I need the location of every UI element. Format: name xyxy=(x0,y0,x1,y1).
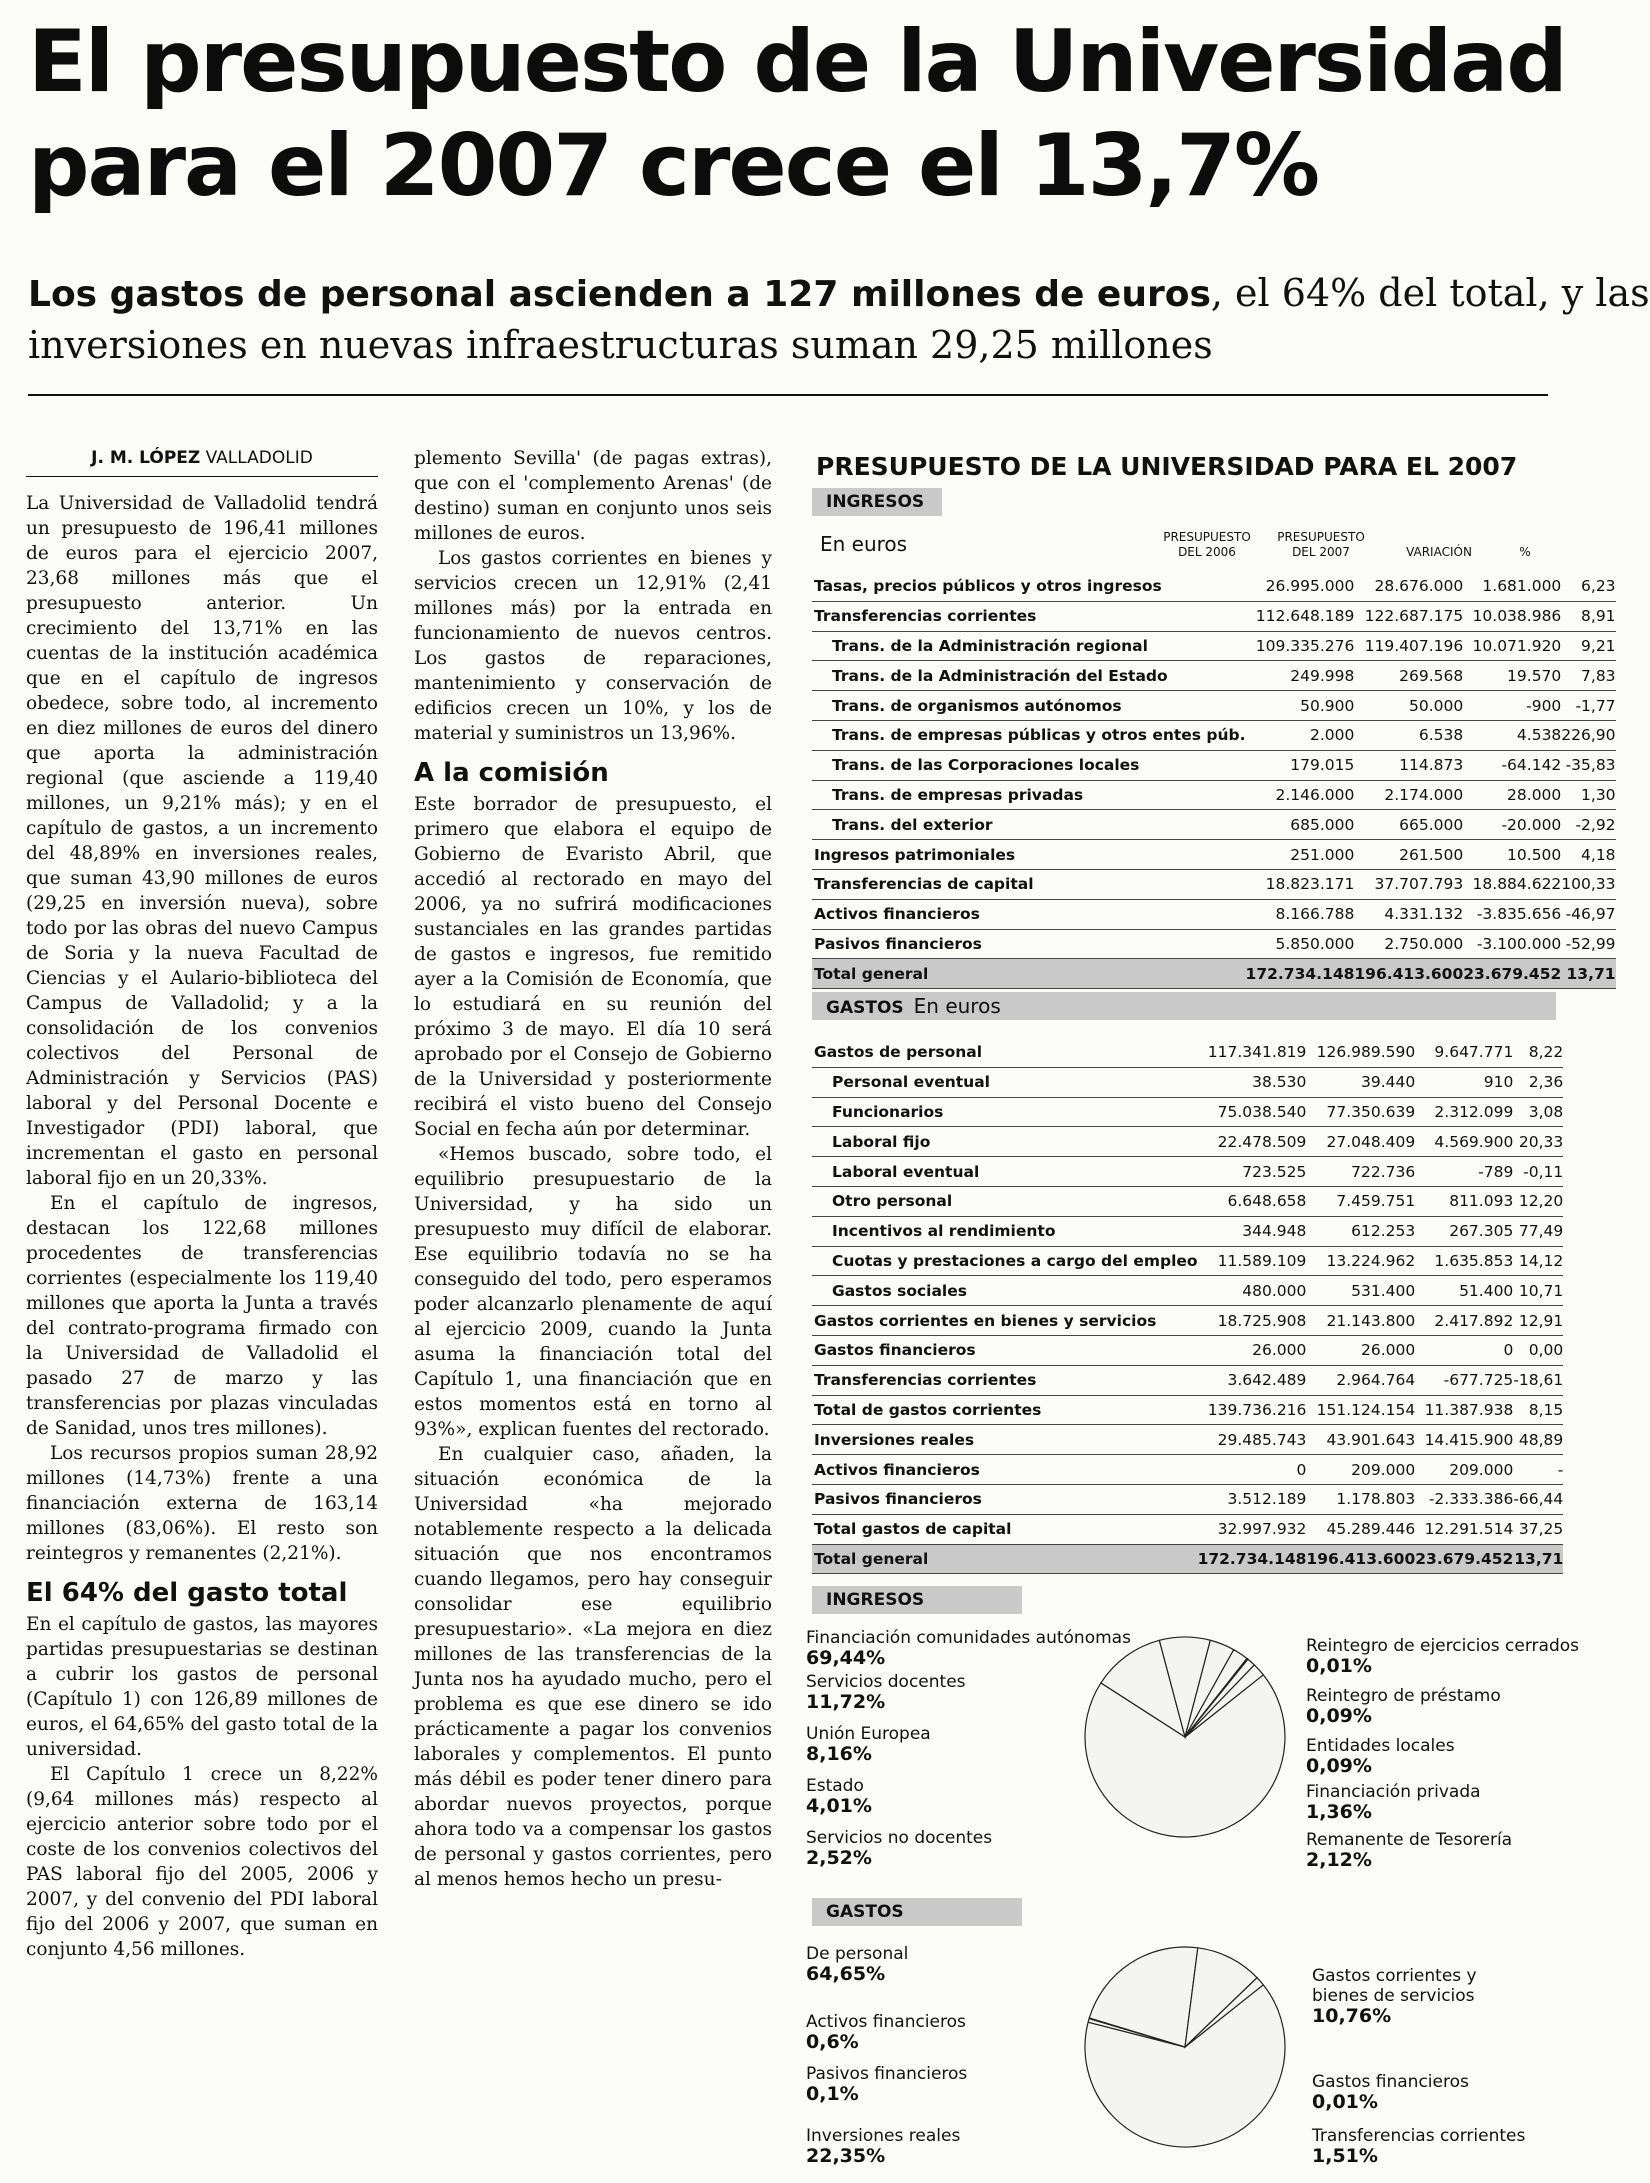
paragraph: En cualquier caso, añaden, la situación económica de la Universidad «ha mejorado notablemente respecto a la delicada situación que nos encontramos cuando llegamos, pero hay conseguir consolidar ese equilibrio presupuestario». «La mejora en diez millones de las transferencias de la Junta nos ha ayudado mucho, pero el problema es que ese dinero se ido prácticamente a pagar los convenios laborales y complementos. El punto más débil es poder tener dinero para abordar nuevos proyectos, porque ahora todo va a compensar los gastos de personal y gastos corrientes, pero al menos hemos hecho un presu- xyxy=(414,1444,772,1890)
en-euros-label: En euros xyxy=(820,532,908,556)
value-2007: 27.048.409 xyxy=(1306,1127,1415,1157)
table-row xyxy=(812,1484,1563,1514)
byline-author: J. M. LÓPEZ xyxy=(91,448,201,468)
subtitle-bold: Los gastos de personal ascienden a 127 millones de euros xyxy=(28,274,1211,315)
value-2006: 26.000 xyxy=(1198,1335,1307,1365)
article-column-1 xyxy=(26,446,378,1962)
row-label: Activos financieros xyxy=(812,1455,1198,1485)
table-row xyxy=(812,1127,1563,1157)
paragraph: Los gastos corrientes en bienes y servicios crecen un 12,91% (2,41 millones más) por la entrada en funcionamiento de nuevos centros. Los gastos de reparaciones, mantenimiento y conservación de edificios crecen un 10%, y los de material y suministros un 13,96%. xyxy=(414,548,772,744)
value-2007: 531.400 xyxy=(1306,1276,1415,1306)
percent: -1,77 xyxy=(1561,691,1615,721)
ingresos-table xyxy=(812,572,1616,989)
value-2007: 119.407.196 xyxy=(1354,631,1463,661)
subtitle-rest: , el 64% del total, y las xyxy=(1210,271,1650,315)
percent: 3,08 xyxy=(1513,1097,1563,1127)
variation: -3.100.000 xyxy=(1463,929,1561,959)
section-heading: El 64% del gasto total xyxy=(26,1578,348,1608)
variation: 910 xyxy=(1415,1067,1513,1097)
table-row xyxy=(812,1157,1563,1187)
value-2006: 3.512.189 xyxy=(1198,1484,1307,1514)
pie-label: Activos financieros 0,6% xyxy=(806,2012,966,2053)
value-2006: 723.525 xyxy=(1198,1157,1307,1187)
value-2006: 8.166.788 xyxy=(1246,899,1355,929)
value-2007: 43.901.643 xyxy=(1306,1425,1415,1455)
row-label: Funcionarios xyxy=(812,1097,1198,1127)
percent: -0,11 xyxy=(1513,1157,1563,1187)
percent: 8,91 xyxy=(1561,601,1615,631)
table-row xyxy=(812,631,1616,661)
percent: 6,23 xyxy=(1561,572,1615,601)
variation: 209.000 xyxy=(1415,1455,1513,1485)
pie-label: Inversiones reales 22,35% xyxy=(806,2126,961,2167)
percent: 8,22 xyxy=(1513,1038,1563,1067)
variation: 10.038.986 xyxy=(1463,601,1561,631)
table-row xyxy=(812,869,1616,899)
table-row xyxy=(812,1395,1563,1425)
row-label: Gastos financieros xyxy=(812,1335,1198,1365)
value-2006: 179.015 xyxy=(1246,750,1355,780)
row-label: Trans. de organismos autónomos xyxy=(812,691,1246,721)
variation: -64.142 xyxy=(1463,750,1561,780)
table-row xyxy=(812,1365,1563,1395)
variation: 9.647.771 xyxy=(1415,1038,1513,1067)
value-2006: 75.038.540 xyxy=(1198,1097,1307,1127)
variation: 12.291.514 xyxy=(1415,1514,1513,1544)
value-2007: 77.350.639 xyxy=(1306,1097,1415,1127)
variation: 811.093 xyxy=(1415,1186,1513,1216)
value-2006: 5.850.000 xyxy=(1246,929,1355,959)
value-2007: 665.000 xyxy=(1354,810,1463,840)
value-2006: 11.589.109 xyxy=(1198,1246,1307,1276)
variation: 11.387.938 xyxy=(1415,1395,1513,1425)
row-label: Transferencias corrientes xyxy=(812,601,1246,631)
pie-label: Gastos financieros 0,01% xyxy=(1312,2072,1469,2113)
percent: 14,12 xyxy=(1513,1246,1563,1276)
value-2006: 139.736.216 xyxy=(1198,1395,1307,1425)
pie-label: Estado 4,01% xyxy=(806,1776,872,1817)
table-row xyxy=(812,601,1616,631)
total-row xyxy=(812,959,1616,989)
table-row xyxy=(812,720,1616,750)
header-variacion: VARIACIÓN xyxy=(1406,545,1472,559)
percent: 8,15 xyxy=(1513,1395,1563,1425)
value-2006: 3.642.489 xyxy=(1198,1365,1307,1395)
value-2007: 126.989.590 xyxy=(1306,1038,1415,1067)
percent: 7,83 xyxy=(1561,661,1615,691)
value-2006: 480.000 xyxy=(1198,1276,1307,1306)
article-column-2 xyxy=(414,446,772,1892)
row-label: Inversiones reales xyxy=(812,1425,1198,1455)
percent: 13,71 xyxy=(1561,959,1615,989)
value-2007: 7.459.751 xyxy=(1306,1186,1415,1216)
table-row xyxy=(812,810,1616,840)
pie-label: Pasivos financieros 0,1% xyxy=(806,2064,968,2105)
table-row xyxy=(812,1186,1563,1216)
percent: 0,00 xyxy=(1513,1335,1563,1365)
row-label: Incentivos al rendimiento xyxy=(812,1216,1198,1246)
variation: -20.000 xyxy=(1463,810,1561,840)
pie-label: Entidades locales 0,09% xyxy=(1306,1736,1455,1777)
ingresos-band: INGRESOS xyxy=(812,488,942,516)
value-2006: 6.648.658 xyxy=(1198,1186,1307,1216)
row-label: Gastos corrientes en bienes y servicios xyxy=(812,1306,1198,1336)
percent: -35,83 xyxy=(1561,750,1615,780)
variation: 51.400 xyxy=(1415,1276,1513,1306)
percent: -66,44 xyxy=(1513,1484,1563,1514)
value-2007: 151.124.154 xyxy=(1306,1395,1415,1425)
variation: 18.884.622 xyxy=(1463,869,1561,899)
table-row xyxy=(812,1306,1563,1336)
percent: 100,33 xyxy=(1561,869,1615,899)
table-row xyxy=(812,1067,1563,1097)
row-label: Transferencias de capital xyxy=(812,869,1246,899)
value-2006: 18.823.171 xyxy=(1246,869,1355,899)
headline xyxy=(28,10,1566,218)
pie-label: Servicios docentes 11,72% xyxy=(806,1672,966,1713)
paragraph: «Hemos buscado, sobre todo, el equilibrio presupuestario de la Universidad, y ha sido un presupuesto muy difícil de elaborar. Ese equilibrio todavía no se ha conseguido del todo, pero esperamos poder alcanzarlo plenamente de aquí al ejercicio 2009, cuando la Junta asuma la financiación total del Capítulo 1, una financiación que en estos momentos está en torno al 93%», explican fuentes del rectorado. xyxy=(414,1144,772,1440)
variation: -2.333.386 xyxy=(1415,1484,1513,1514)
value-2007: 45.289.446 xyxy=(1306,1514,1415,1544)
row-label: Laboral eventual xyxy=(812,1157,1198,1187)
variation: -900 xyxy=(1463,691,1561,721)
value-2007: 2.750.000 xyxy=(1354,929,1463,959)
header-presupuesto-2007: PRESUPUESTO DEL 2007 xyxy=(1277,530,1365,559)
value-2006: 109.335.276 xyxy=(1246,631,1355,661)
percent: - xyxy=(1513,1455,1563,1485)
variation: 23.679.452 xyxy=(1463,959,1561,989)
value-2006: 2.146.000 xyxy=(1246,780,1355,810)
variation: 10.071.920 xyxy=(1463,631,1561,661)
percent: 226,90 xyxy=(1561,720,1615,750)
percent: 9,21 xyxy=(1561,631,1615,661)
value-2007: 122.687.175 xyxy=(1354,601,1463,631)
value-2007: 28.676.000 xyxy=(1354,572,1463,601)
percent: 13,71 xyxy=(1513,1544,1563,1574)
pie-label: Transferencias corrientes 1,51% xyxy=(1312,2126,1526,2167)
value-2007: 37.707.793 xyxy=(1354,869,1463,899)
headline-line-1: El presupuesto de la Universidad xyxy=(28,12,1566,112)
value-2007: 209.000 xyxy=(1306,1455,1415,1485)
value-2007: 722.736 xyxy=(1306,1157,1415,1187)
row-label: Total de gastos corrientes xyxy=(812,1395,1198,1425)
table-row xyxy=(812,899,1616,929)
paragraph: Los recursos propios suman 28,92 millones (14,73%) frente a una financiación externa de 163,14 millones (83,06%). El resto son reintegros y remanentes (2,21%). xyxy=(26,1443,378,1564)
variation: 28.000 xyxy=(1463,780,1561,810)
header-presupuesto-2006: PRESUPUESTO DEL 2006 xyxy=(1163,530,1251,559)
percent: 2,36 xyxy=(1513,1067,1563,1097)
value-2007: 196.413.600 xyxy=(1306,1544,1415,1574)
header-percent: % xyxy=(1519,545,1531,559)
value-2006: 38.530 xyxy=(1198,1067,1307,1097)
pie-label: Financiación privada 1,36% xyxy=(1306,1782,1481,1823)
table-row xyxy=(812,691,1616,721)
variation: 2.312.099 xyxy=(1415,1097,1513,1127)
ingresos-chart-band: INGRESOS xyxy=(812,1586,1022,1614)
value-2007: 2.964.764 xyxy=(1306,1365,1415,1395)
value-2006: 50.900 xyxy=(1246,691,1355,721)
pie-label: Remanente de Tesorería 2,12% xyxy=(1306,1830,1513,1871)
row-label: Gastos de personal xyxy=(812,1038,1198,1067)
value-2006: 112.648.189 xyxy=(1246,601,1355,631)
percent: -18,61 xyxy=(1513,1365,1563,1395)
table-row xyxy=(812,929,1616,959)
row-label: Trans. de la Administración regional xyxy=(812,631,1246,661)
total-row xyxy=(812,1544,1563,1574)
table-title: PRESUPUESTO DE LA UNIVERSIDAD PARA EL 2007 xyxy=(816,452,1518,481)
variation: 0 xyxy=(1415,1335,1513,1365)
value-2006: 2.000 xyxy=(1246,720,1355,750)
percent: 20,33 xyxy=(1513,1127,1563,1157)
table-row xyxy=(812,1276,1563,1306)
pie-label: Unión Europea 8,16% xyxy=(806,1724,931,1765)
variation: 1.635.853 xyxy=(1415,1246,1513,1276)
value-2006: 251.000 xyxy=(1246,840,1355,870)
pie-label: Reintegro de préstamo 0,09% xyxy=(1306,1686,1501,1727)
paragraph: En el capítulo de gastos, las mayores partidas presupuestarias se destinan a cubrir los gastos de personal (Capítulo 1) con 126,89 millones de euros, el 64,65% del gasto total de la universidad. xyxy=(26,1614,378,1760)
gastos-band-unit: En euros xyxy=(913,994,1001,1018)
row-label: Total general xyxy=(812,1544,1198,1574)
row-label: Trans. de la Administración del Estado xyxy=(812,661,1246,691)
variation: 2.417.892 xyxy=(1415,1306,1513,1336)
value-2006: 32.997.932 xyxy=(1198,1514,1307,1544)
percent: 12,20 xyxy=(1513,1186,1563,1216)
value-2007: 1.178.803 xyxy=(1306,1484,1415,1514)
value-2007: 261.500 xyxy=(1354,840,1463,870)
table-row xyxy=(812,661,1616,691)
variation: 23.679.452 xyxy=(1415,1544,1513,1574)
variation: 4.569.900 xyxy=(1415,1127,1513,1157)
gastos-band-title: GASTOS xyxy=(826,998,904,1018)
value-2007: 2.174.000 xyxy=(1354,780,1463,810)
pie-label: De personal 64,65% xyxy=(806,1944,909,1985)
row-label: Trans. de empresas privadas xyxy=(812,780,1246,810)
variation: 19.570 xyxy=(1463,661,1561,691)
value-2007: 114.873 xyxy=(1354,750,1463,780)
table-row xyxy=(812,1216,1563,1246)
byline xyxy=(26,446,378,477)
value-2006: 29.485.743 xyxy=(1198,1425,1307,1455)
table-row xyxy=(812,840,1616,870)
table-row xyxy=(812,1514,1563,1544)
value-2006: 26.995.000 xyxy=(1246,572,1355,601)
table-row xyxy=(812,572,1616,601)
table-row xyxy=(812,780,1616,810)
row-label: Activos financieros xyxy=(812,899,1246,929)
paragraph: En el capítulo de ingresos, destacan los 122,68 millones procedentes de transferencias corrientes (especialmente los 119,40 millones que aporta la Junta a través del contrato-programa firmado con la Universidad de Valladolid el pasado 27 de marzo y las transferencias por plazas vinculadas de Sanidad, unos tres millones). xyxy=(26,1193,378,1439)
value-2007: 26.000 xyxy=(1306,1335,1415,1365)
table-row xyxy=(812,750,1616,780)
byline-place: VALLADOLID xyxy=(205,448,313,468)
paragraph: Este borrador de presupuesto, el primero que elabora el equipo de Gobierno de Evaristo Abril, que accedió al rectorado en mayo del 2006, ya no sufrirá modificaciones sustanciales en las grandes partidas de gastos e ingresos, fue remitido ayer a la Comisión de Economía, que lo estudiará en su reunión del próximo 3 de mayo. El día 10 será aprobado por el Consejo de Gobierno de la Universidad y posteriormente recibirá el visto bueno del Consejo Social en fecha aún por determinar. xyxy=(414,794,772,1140)
value-2006: 172.734.148 xyxy=(1246,959,1355,989)
value-2007: 39.440 xyxy=(1306,1067,1415,1097)
percent: 10,71 xyxy=(1513,1276,1563,1306)
row-label: Personal eventual xyxy=(812,1067,1198,1097)
pie-label: Financiación comunidades autónomas 69,44% xyxy=(806,1628,1131,1669)
percent: -2,92 xyxy=(1561,810,1615,840)
variation: -677.725 xyxy=(1415,1365,1513,1395)
variation: 267.305 xyxy=(1415,1216,1513,1246)
table-row xyxy=(812,1425,1563,1455)
gastos-table xyxy=(812,1038,1563,1574)
row-label: Pasivos financieros xyxy=(812,1484,1198,1514)
table-row xyxy=(812,1455,1563,1485)
value-2007: 21.143.800 xyxy=(1306,1306,1415,1336)
row-label: Trans. del exterior xyxy=(812,810,1246,840)
value-2006: 22.478.509 xyxy=(1198,1127,1307,1157)
value-2007: 4.331.132 xyxy=(1354,899,1463,929)
percent: 48,89 xyxy=(1513,1425,1563,1455)
value-2006: 0 xyxy=(1198,1455,1307,1485)
value-2007: 50.000 xyxy=(1354,691,1463,721)
variation: 14.415.900 xyxy=(1415,1425,1513,1455)
row-label: Trans. de las Corporaciones locales xyxy=(812,750,1246,780)
subtitle xyxy=(28,268,1650,370)
variation: 10.500 xyxy=(1463,840,1561,870)
percent: 12,91 xyxy=(1513,1306,1563,1336)
table-row xyxy=(812,1038,1563,1067)
row-label: Cuotas y prestaciones a cargo del empleo xyxy=(812,1246,1198,1276)
row-label: Total general xyxy=(812,959,1246,989)
row-label: Transferencias corrientes xyxy=(812,1365,1198,1395)
value-2006: 685.000 xyxy=(1246,810,1355,840)
value-2007: 6.538 xyxy=(1354,720,1463,750)
value-2007: 612.253 xyxy=(1306,1216,1415,1246)
variation: 1.681.000 xyxy=(1463,572,1561,601)
value-2006: 172.734.148 xyxy=(1198,1544,1307,1574)
section-heading: A la comisión xyxy=(414,758,609,788)
row-label: Trans. de empresas públicas y otros entes púb. xyxy=(812,720,1246,750)
variation: -789 xyxy=(1415,1157,1513,1187)
row-label: Pasivos financieros xyxy=(812,929,1246,959)
gastos-pie-chart xyxy=(1080,1942,1290,2152)
variation: -3.835.656 xyxy=(1463,899,1561,929)
percent: 1,30 xyxy=(1561,780,1615,810)
row-label: Tasas, precios públicos y otros ingresos xyxy=(812,572,1246,601)
headline-line-2: para el 2007 crece el 13,7% xyxy=(28,116,1319,216)
value-2007: 196.413.600 xyxy=(1354,959,1463,989)
percent: 4,18 xyxy=(1561,840,1615,870)
pie-label: Servicios no docentes 2,52% xyxy=(806,1828,993,1869)
pie-label: Gastos corrientes y bienes de servicios 10,76% xyxy=(1312,1966,1477,2027)
subtitle-line-2: inversiones en nuevas infraestructuras suman 29,25 millones xyxy=(28,323,1213,367)
value-2006: 344.948 xyxy=(1198,1216,1307,1246)
table-row xyxy=(812,1246,1563,1276)
value-2007: 269.568 xyxy=(1354,661,1463,691)
percent: -52,99 xyxy=(1561,929,1615,959)
subtitle-rule xyxy=(28,394,1548,396)
gastos-band xyxy=(812,992,1556,1020)
value-2006: 249.998 xyxy=(1246,661,1355,691)
row-label: Gastos sociales xyxy=(812,1276,1198,1306)
value-2007: 13.224.962 xyxy=(1306,1246,1415,1276)
pie-label: Reintegro de ejercicios cerrados 0,01% xyxy=(1306,1636,1580,1677)
row-label: Laboral fijo xyxy=(812,1127,1198,1157)
value-2006: 117.341.819 xyxy=(1198,1038,1307,1067)
table-row xyxy=(812,1335,1563,1365)
gastos-chart-band: GASTOS xyxy=(812,1898,1022,1926)
percent: 77,49 xyxy=(1513,1216,1563,1246)
paragraph: La Universidad de Valladolid tendrá un presupuesto de 196,41 millones de euros para el ejercicio 2007, 23,68 millones más que el presupuesto anterior. Un crecimiento del 13,71% en las cuentas de la institución académica que en el capítulo de ingresos obedece, sobre todo, al incremento en diez millones de euros del dinero que aporta la administración regional (que asciende a 119,40 millones, un 9,21% más); y en el capítulo de gastos, a un incremento del 48,89% en inversiones reales, que suman 43,90 millones de euros (29,25 en inversión nueva), sobre todo por las obras del nuevo Campus de Soria y la nueva Facultad de Ciencias y el Aulario-biblioteca del Campus de Valladolid; y a la consolidación de los convenios colectivos del Personal de Administración y Servicios (PAS) laboral y del Personal Docente e Investigador (PDI) laboral, que incrementan el gasto en personal laboral fijo en un 20,33%. xyxy=(26,493,378,1189)
percent: 37,25 xyxy=(1513,1514,1563,1544)
row-label: Total gastos de capital xyxy=(812,1514,1198,1544)
paragraph: El Capítulo 1 crece un 8,22% (9,64 millones más) respecto al ejercicio anterior sobre todo por el coste de los convenios colectivos del PAS laboral fijo del 2005, 2006 y 2007, y del convenio del PDI laboral fijo del 2006 y 2007, que suman en conjunto 4,56 millones. xyxy=(26,1764,378,1960)
variation: 4.538 xyxy=(1463,720,1561,750)
table-row xyxy=(812,1097,1563,1127)
value-2006: 18.725.908 xyxy=(1198,1306,1307,1336)
row-label: Otro personal xyxy=(812,1186,1198,1216)
percent: -46,97 xyxy=(1561,899,1615,929)
paragraph: plemento Sevilla' (de pagas extras), que con el 'complemento Arenas' (de destino) suman en conjunto unos seis millones de euros. xyxy=(414,448,772,544)
row-label: Ingresos patrimoniales xyxy=(812,840,1246,870)
